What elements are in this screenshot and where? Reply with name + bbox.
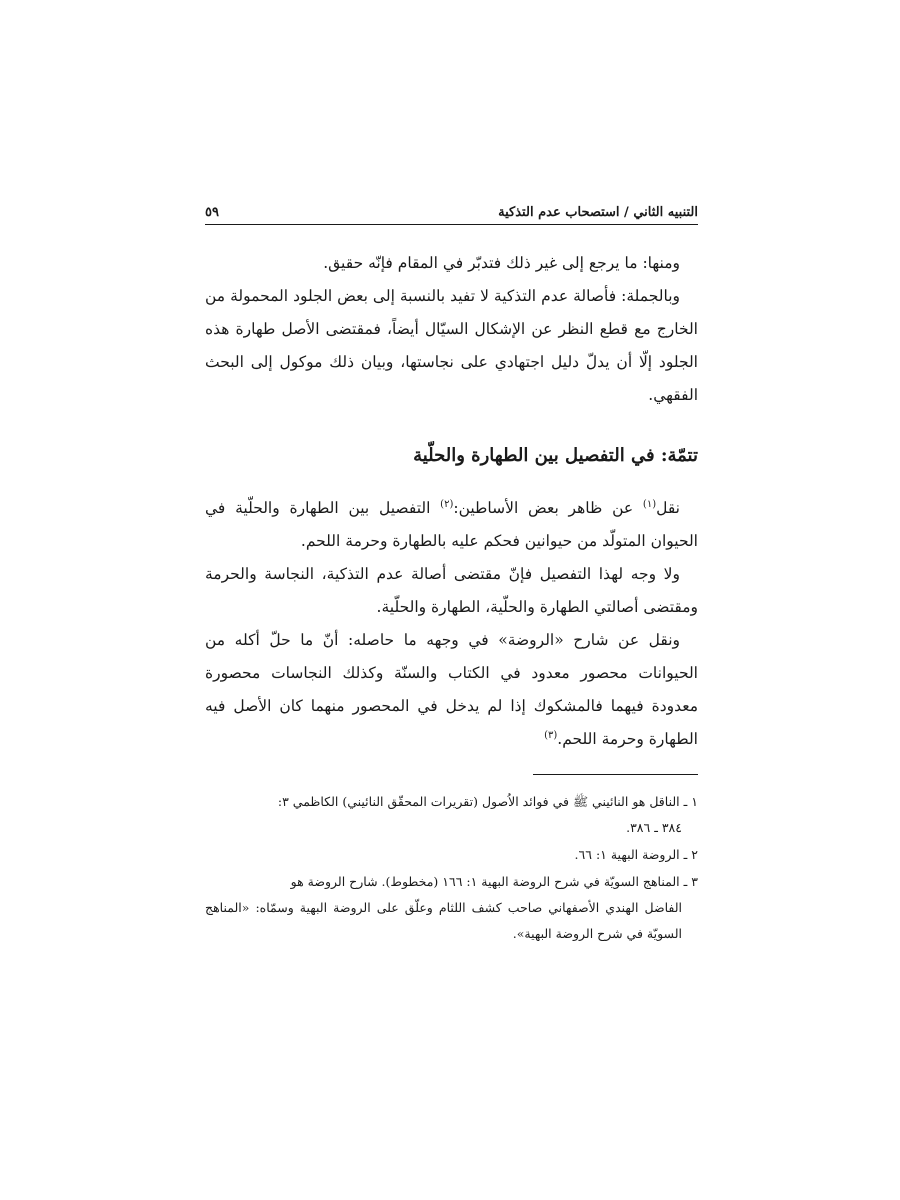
footnote-label: ٢ ـ: [683, 847, 698, 862]
footnote-separator: [533, 774, 698, 775]
page-number: ٥٩: [205, 205, 219, 220]
footnote-reference: (٣): [544, 729, 558, 741]
header-title: التنبيه الثاني / استصحاب عدم التذكية: [498, 205, 698, 220]
paragraph: [205, 492, 698, 558]
paragraph: [205, 624, 698, 756]
footnote-continuation: ٣٨٤ ـ ٣٨٦.: [626, 820, 682, 835]
footnote-text: الناقل هو النائيني ﷺ في فوائد الاُصول (تقريرات المحقّق النائيني) الكاظمي ٣:: [277, 794, 680, 809]
section-heading: تتمّة: في التفصيل بين الطهارة والحلّية: [413, 445, 698, 466]
footnote-label: ٣ ـ: [683, 874, 698, 889]
paragraph: ومنها: ما يرجع إلى غير ذلك فتدبّر في المقام فإنّه حقيق.: [323, 254, 680, 272]
paragraph: ولا وجه لهذا التفصيل فإنّ مقتضى أصالة عدم التذكية، النجاسة والحرمة ومقتضى أصالتي الطهارة والحلّية، الطهارة والحلّية.: [205, 565, 698, 616]
paragraph-text: ونقل عن شارح «الروضة» في وجهه ما حاصله: أنّ ما حلّ أكله من الحيوانات محصور معدود في الكتاب والسنّة وكذلك النجاسات محصورة معدودة فيهما فالمشكوك إذا لم يدخل في المحصور منهما كان الأصل فيه الطهارة وحرمة اللحم.: [205, 631, 698, 748]
page-content: [205, 196, 698, 948]
footnote-item: [205, 842, 698, 868]
footnote-item: [205, 869, 698, 947]
footnote-label: ١ ـ: [683, 794, 698, 809]
footnotes: [205, 789, 698, 947]
paragraph: وبالجملة: فأصالة عدم التذكية لا تفيد بالنسبة إلى بعض الجلود المحمولة من الخارج مع قطع النظر عن الإشكال السيّال أيضاً، فمقتضى الأصل طهارة هذه الجلود إلّا أن يدلّ دليل اجتهادي على نجاستها، وبيان ذلك موكول إلى البحث الفقهي.: [205, 287, 698, 404]
paragraph-text: عن ظاهر بعض الأساطين:: [453, 499, 643, 517]
footnote-continuation: الفاضل الهندي الأصفهاني صاحب كشف اللثام وعلّق على الروضة البهية وسمّاه: «المناهج السويّة في شرح الروضة البهية».: [205, 900, 682, 941]
paragraph-text: نقل: [656, 499, 680, 517]
footnote-reference: (٢): [440, 498, 454, 510]
running-header: [205, 196, 698, 220]
paragraph-text: التفصيل بين الطهارة والحلّية في الحيوان المتولّد من حيوانين فحكم عليه بالطهارة وحرمة اللحم.: [205, 499, 698, 550]
footnote-text: المناهج السويّة في شرح الروضة البهية ١: ١٦٦ (مخطوط). شارح الروضة هو: [290, 874, 680, 889]
footnote-item: [205, 789, 698, 841]
footnote-reference: (١): [642, 498, 657, 510]
footnote-text: الروضة البهية ١: ٦٦.: [574, 847, 680, 862]
main-text: [205, 247, 698, 756]
header-rule: [205, 224, 698, 225]
